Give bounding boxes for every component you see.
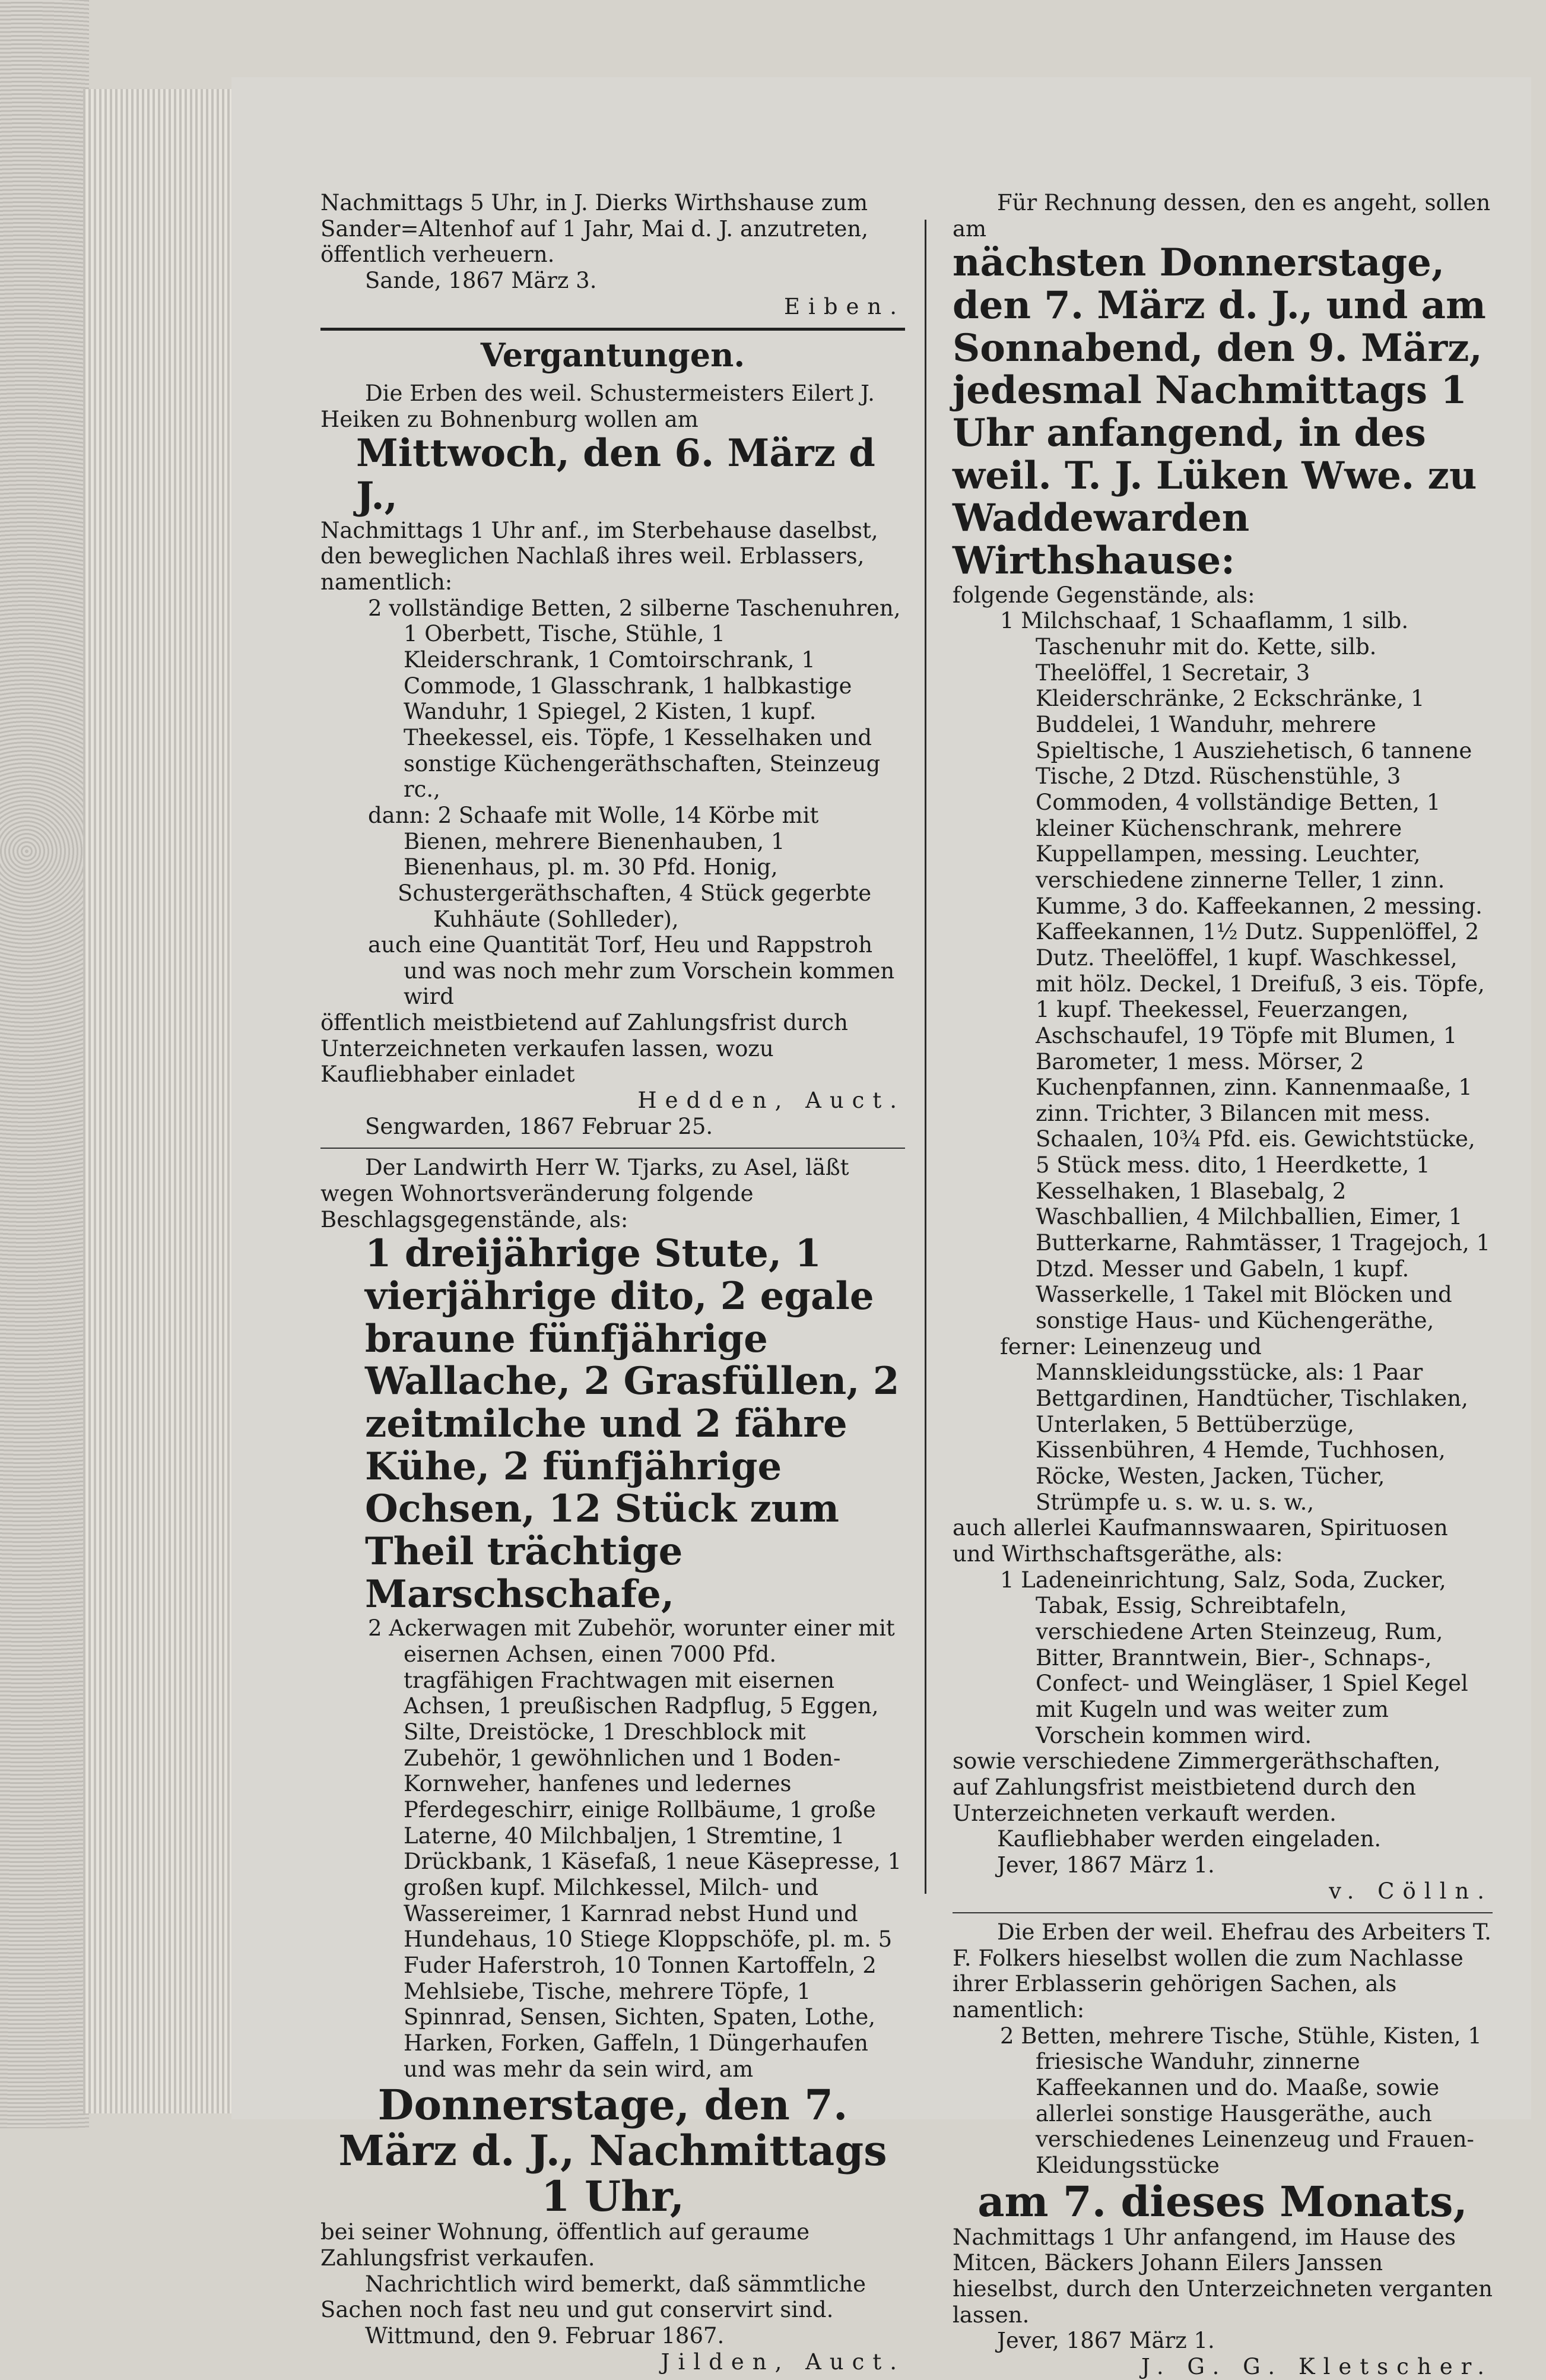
ad3-signature: v. Cölln.: [1329, 1878, 1493, 1904]
book-edge: [0, 0, 89, 2128]
ad2-livestock: 1 dreijährige Stute, 1 vierjährige dito, 2 egale braune fünfjährige Wallache, 2 Grasfüllen, 2 zeitmilche und 2 fähre Kühe, 2 fünfjährige Ochsen, 12 Stück zum Theil trächtige Marschschafe,: [365, 1231, 900, 1617]
right-column: [953, 190, 1493, 2380]
ad1-text: öffentlich meistbietend auf Zahlungsfrist durch Unterzeichneten verkaufen lassen, wozu Kaufliebhaber einladet: [320, 1010, 848, 1088]
ad3-text: sowie verschiedene Zimmergeräthschaften,: [953, 1748, 1441, 1774]
ad3-invite: Kaufliebhaber werden eingeladen.: [997, 1826, 1382, 1852]
section-heading: Vergantungen.: [480, 336, 745, 375]
ad1-signature: Hedden, Auct.: [637, 1088, 905, 1114]
ad1-date: Mittwoch, den 6. März d J.,: [356, 431, 875, 518]
ad4-items: 2 Betten, mehrere Tische, Stühle, Kisten, 1 friesische Wanduhr, zinnerne Kaffeekannen und do. Maaße, sowie allerlei sonstige Hausgeräthe, auch verschiedenes Leinenzeug und Frauen-Kleidungsstücke: [1000, 2023, 1482, 2179]
ad1-item: Schustergeräthschaften, 4 Stück gegerbte Kuhhäute (Sohlleder),: [398, 880, 872, 932]
left-column: [320, 190, 905, 2375]
ad4-signature: J. G. G. Kletscher.: [1141, 2354, 1493, 2379]
ad3-goods: auch allerlei Kaufmannswaaren, Spirituosen und Wirthschaftsgeräthe, als:: [953, 1515, 1448, 1567]
ad3-text: auf Zahlungsfrist meistbietend durch den Unterzeichneten verkauft werden.: [953, 1774, 1416, 1826]
intro-text: Nachmittags 5 Uhr, in J. Dierks Wirthshause zum Sander=Altenhof auf 1 Jahr, Mai d. J. anzutreten, öffentlich verheuern.: [320, 190, 868, 268]
ad3-items: 1 Milchschaaf, 1 Schaaflamm, 1 silb. Taschenuhr mit do. Kette, silb. Theelöffel, 1 Secretair, 3 Kleiderschränke, 2 Eckschränke, 1 Buddelei, 1 Wanduhr, mehrere Spieltische, 1 Ausziehetisch, 6 tannene Tische, 2 Dtzd. Rüschenstühle, 3 Commoden, 4 vollständige Betten, 1 kleiner Küchenschrank, mehrere Kuppellampen, messing. Leuchter, verschiedene zinnerne Teller, 1 zinn. Kumme, 3 do. Kaffeekannen, 2 messing. Kaffeekannen, 1½ Dutz. Suppenlöffel, 2 Dutz. Theelöffel, 1 kupf. Waschkessel, mit hölz. Deckel, 1 Dreifuß, 3 eis. Töpfe, 1 kupf. Theekessel, Feuerzangen, Aschschaufel, 19 Töpfe mit Blumen, 1 Barometer, 1 mess. Mörser, 2 Kuchenpfannen, zinn. Kannenmaaße, 1 zinn. Trichter, 3 Bilancen mit mess. Schaalen, 10¾ Pfd. eis. Gewichtstücke, 5 Stück mess. dito, 1 Heerdkette, 1 Kesselhaken, 1 Blasebalg, 2 Waschballien, 4 Milchballien, Eimer, 1 Butterkarne, Rahmtässer, 1 Tragejoch, 1 Dtzd. Messer und Gabeln, 1 kupf. Wasserkelle, 1 Takel mit Blöcken und sonstige Haus- und Küchengeräthe,: [1000, 608, 1491, 1334]
ad1-text: Nachmittags 1 Uhr anf., im Sterbehause daselbst, den beweglichen Nachlaß ihres weil. Erblassers, namentlich:: [320, 517, 878, 595]
divider: [320, 328, 905, 331]
ad2-date: Donnerstage, den 7. März d. J., Nachmittags 1 Uhr,: [338, 2080, 887, 2221]
ad2-intro: Der Landwirth Herr W. Tjarks, zu Asel, läßt wegen Wohnortsveränderung folgende Beschlagsgegenstände, als:: [320, 1155, 849, 1232]
ad4-text: Nachmittags 1 Uhr anfangend, im Hause des Mitcen, Bäckers Johann Eilers Janssen hieselbst, durch den Unterzeichneten verganten lassen.: [953, 2224, 1493, 2328]
ad1-item: 2 vollständige Betten, 2 silberne Taschenuhren, 1 Oberbett, Tische, Stühle, 1 Kleiderschrank, 1 Comtoirschrank, 1 Commode, 1 Glasschrank, 1 halbkastige Wanduhr, 1 Spiegel, 2 Kisten, 1 kupf. Theekessel, eis. Töpfe, 1 Kesselhaken und sonstige Küchengeräthschaften, Steinzeug rc.,: [368, 595, 901, 803]
ad2-place: Wittmund, den 9. Februar 1867.: [365, 2322, 725, 2349]
ad2-signature: Jilden, Auct.: [661, 2349, 905, 2375]
ad3-date: nächsten Donnerstage, den 7. März d. J., und am Sonnabend, den 9. März, jedesmal Nachmittags 1 Uhr anfangend, in des weil. T. J. Lüken Wwe. zu Waddewarden Wirthshause:: [953, 240, 1486, 584]
ad1-item: auch eine Quantität Torf, Heu und Rappstroh und was noch mehr zum Vorschein kommen wird: [368, 932, 895, 1010]
ad3-text: folgende Gegenstände, als:: [953, 582, 1255, 608]
divider: [953, 1912, 1493, 1913]
ad1-place: Sengwarden, 1867 Februar 25.: [365, 1113, 713, 1139]
ad3-intro: Für Rechnung dessen, den es angeht, sollen am: [953, 190, 1491, 242]
ad4-date: am 7. dieses Monats,: [977, 2176, 1468, 2226]
ad4-intro: Die Erben der weil. Ehefrau des Arbeiters T. F. Folkers hieselbst wollen die zum Nachlasse ihrer Erblasserin gehörigen Sachen, als namentlich:: [953, 1919, 1491, 2023]
ad4-place: Jever, 1867 März 1.: [997, 2328, 1215, 2354]
intro-place: Sande, 1867 März 3.: [365, 267, 597, 293]
intro-signature: Eiben.: [783, 293, 905, 319]
ad1-item: dann: 2 Schaafe mit Wolle, 14 Körbe mit Bienen, mehrere Bienenhauben, 1 Bienenhaus, pl. m. 30 Pfd. Honig,: [368, 802, 819, 880]
ad2-text: bei seiner Wohnung, öffentlich auf geraume Zahlungsfrist verkaufen.: [320, 2219, 810, 2271]
ad2-items: 2 Ackerwagen mit Zubehör, worunter einer mit eisernen Achsen, einen 7000 Pfd. tragfähigen Frachtwagen mit eisernen Achsen, 1 preußischen Radpflug, 5 Eggen, Silte, Dreistöcke, 1 Dreschblock mit Zubehör, 1 gewöhnlichen und 1 Boden-Kornweher, hanfenes und ledernes Pferdegeschirr, einige Rollbäume, 1 große Laterne, 40 Milchbaljen, 1 Stremtine, 1 Drückbank, 1 Käsefaß, 1 neue Käsepresse, 1 großen kupf. Milchkessel, Milch- und Wassereimer, 1 Karnrad nebst Hund und Hundehaus, 10 Stiege Kloppschöfe, pl. m. 5 Fuder Haferstroh, 10 Tonnen Kartoffeln, 2 Mehlsiebe, Tische, mehrere Töpfe, 1 Spinnrad, Sensen, Sichten, Spaten, Lothe, Harken, Forken, Gaffeln, 1 Düngerhaufen und was mehr da sein wird, am: [368, 1615, 902, 2082]
ad1-intro: Die Erben des weil. Schustermeisters Eilert J. Heiken zu Bohnenburg wollen am: [320, 381, 875, 432]
ad3-items2: 1 Ladeneinrichtung, Salz, Soda, Zucker, Tabak, Essig, Schreibtafeln, verschiedene Arten Steinzeug, Rum, Bitter, Branntwein, Bier-, Schnaps-, Confect- und Weingläser, 1 Spiel Kegel mit Kugeln und was weiter zum Vorschein kommen wird.: [1000, 1567, 1468, 1748]
page-stack-edge: [83, 89, 237, 2113]
ad3-clothing: ferner: Leinenzeug und Mannskleidungsstücke, als: 1 Paar Bettgardinen, Handtücher, Tischlaken, Unterlaken, 5 Bettüberzüge, Kissenbühren, 4 Hemde, Tuchhosen, Röcke, Westen, Jacken, Tücher, Strümpfe u. s. w. u. s. w.,: [1000, 1333, 1468, 1515]
ad2-note: Nachrichtlich wird bemerkt, daß sämmtliche Sachen noch fast neu und gut conservirt sind.: [320, 2271, 866, 2323]
ad3-place: Jever, 1867 März 1.: [997, 1852, 1215, 1878]
newspaper-page: [231, 77, 1531, 2379]
column-rule: [925, 220, 926, 1894]
divider: [320, 1148, 905, 1149]
